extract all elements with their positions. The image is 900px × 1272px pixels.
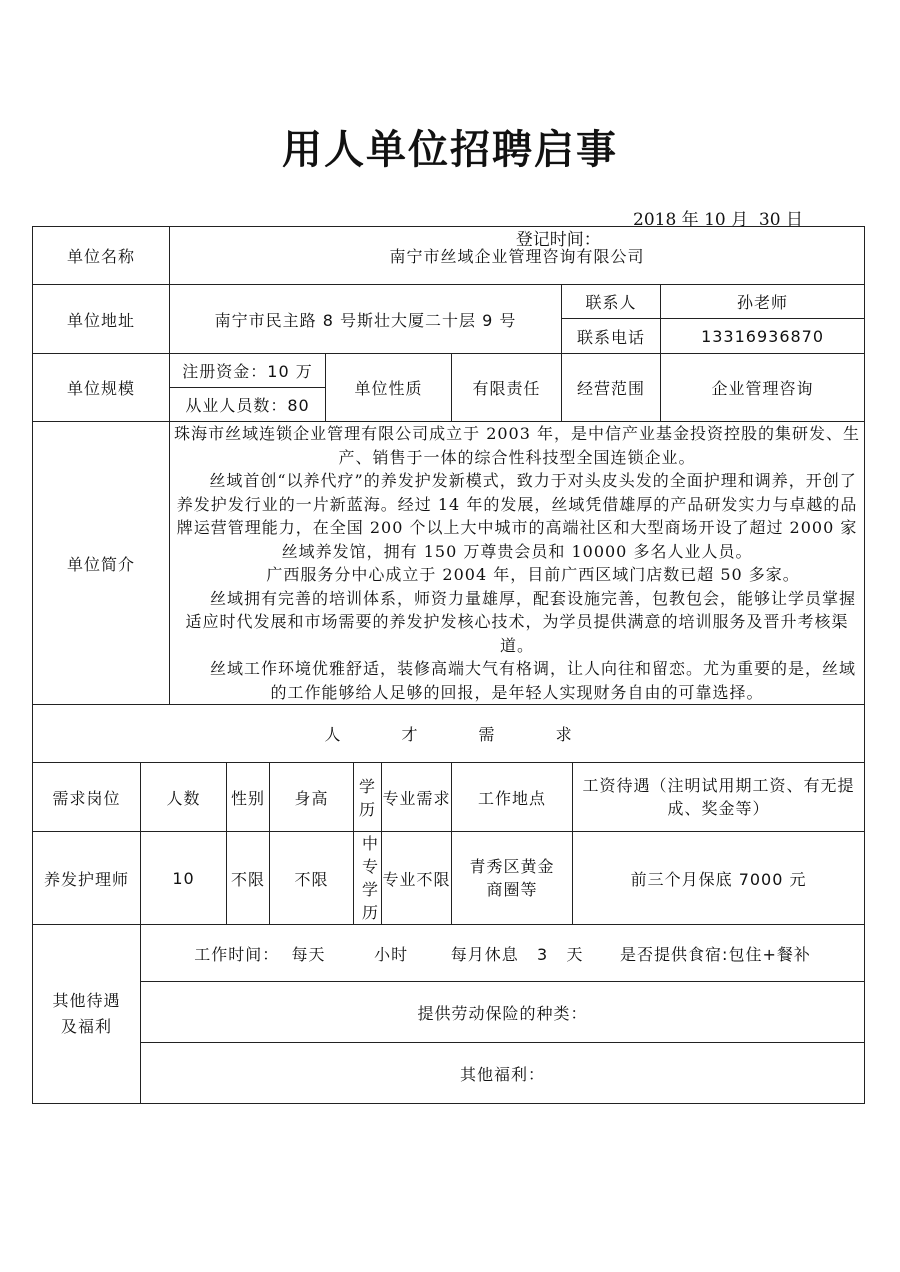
work-time-row xyxy=(141,925,865,982)
job-location: 青秀区黄金商圈等 xyxy=(452,832,573,925)
job-gender: 不限 xyxy=(227,832,270,925)
job-height: 不限 xyxy=(270,832,354,925)
col-header-major: 专业需求 xyxy=(382,763,452,832)
intro-paragraph: 丝域首创“以养代疗”的养发护发新模式，致力于对头皮头发的全面护理和调养，开创了养发护发行业的一片新蓝海。经过 14 年的发展，丝域凭借雄厚的产品研发实力与卓越的品牌运营管理能力，在全国 200 个以上大中城市的高端社区和大型商场开设了超过 2000 家丝域养发馆，拥有 150 万尊贵会员和 10000 多名人业人员。 xyxy=(176,471,858,561)
scale-label: 单位规模 xyxy=(33,354,170,422)
address-label: 单位地址 xyxy=(33,285,170,354)
monthly-rest-days: 3 xyxy=(537,944,549,964)
intro-label: 单位简介 xyxy=(33,422,170,705)
register-time-label: 登记时间： xyxy=(515,230,601,250)
job-count: 10 xyxy=(141,832,227,925)
phone-label: 联系电话 xyxy=(562,319,661,354)
col-header-count: 人数 xyxy=(141,763,227,832)
employee-count: 从业人员数：80 xyxy=(170,388,326,422)
intro-paragraph: 丝域拥有完善的培训体系，师资力量雄厚，配套设施完善，包教包会，能够让学员掌握适应时代发展和市场需要的养发护发核心技术，为学员提供满意的培训服务及晋升考核渠道。 xyxy=(185,588,857,655)
insurance-label: 提供劳动保险的种类： xyxy=(141,982,865,1043)
job-major: 专业不限 xyxy=(382,832,452,925)
job-salary: 前三个月保底 7000 元 xyxy=(573,832,865,925)
company-nature: 有限责任 xyxy=(452,354,562,422)
registered-capital: 注册资金：10 万 xyxy=(170,354,326,388)
meals-value: 包住+餐补 xyxy=(728,944,811,964)
company-intro xyxy=(170,422,865,705)
scope-label: 经营范围 xyxy=(562,354,661,422)
benefits-label: 其他待遇及福利 xyxy=(33,925,141,1104)
intro-paragraph: 广西服务分中心成立于 2004 年，目前广西区域门店数已超 50 多家。 xyxy=(266,565,800,584)
contact-phone: 13316936870 xyxy=(661,319,865,354)
col-header-location: 工作地点 xyxy=(452,763,573,832)
contact-person: 孙老师 xyxy=(661,285,865,319)
job-education: 中专学历 xyxy=(354,832,382,925)
job-position: 养发护理师 xyxy=(33,832,141,925)
intro-paragraph: 珠海市丝域连锁企业管理有限公司成立于 2003 年，是中信产业基金投资控股的集研发、生产、销售于一体的综合性科技型全国连锁企业。 xyxy=(174,424,861,467)
monthly-rest-label: 每月休息 xyxy=(450,944,519,964)
col-header-position: 需求岗位 xyxy=(33,763,141,832)
company-address: 南宁市民主路 8 号斯壮大厦二十层 9 号 xyxy=(170,285,562,354)
col-header-gender: 性别 xyxy=(227,763,270,832)
recruitment-form xyxy=(32,226,865,1104)
business-scope: 企业管理咨询 xyxy=(661,354,865,422)
col-header-salary: 工资待遇（注明试用期工资、有无提成、奖金等） xyxy=(573,763,865,832)
company-name: 南宁市丝域企业管理咨询有限公司 xyxy=(170,227,865,285)
nature-label: 单位性质 xyxy=(326,354,452,422)
work-time-label: 工作时间： xyxy=(194,944,280,964)
work-time-daily: 每天 xyxy=(291,944,326,964)
work-time-hours: 小时 xyxy=(374,944,409,964)
intro-paragraph: 丝域工作环境优雅舒适，装修高端大气有格调，让人向往和留恋。尤为重要的是，丝域的工作能够给人足够的回报，是年轻人实现财务自由的可靠选择。 xyxy=(210,659,857,702)
other-benefits-label: 其他福利： xyxy=(141,1043,865,1104)
col-header-height: 身高 xyxy=(270,763,354,832)
contact-label: 联系人 xyxy=(562,285,661,319)
col-header-education: 学历 xyxy=(354,763,382,832)
meals-label: 是否提供食宿: xyxy=(620,944,729,964)
monthly-rest-unit: 天 xyxy=(566,944,584,964)
company-name-label: 单位名称 xyxy=(33,227,170,285)
page-title: 用人单位招聘启事 xyxy=(282,126,618,173)
talent-demand-heading: 人 才 需 求 xyxy=(33,705,865,763)
register-time-value: 2018 年 10 月 30 日 xyxy=(633,210,803,230)
